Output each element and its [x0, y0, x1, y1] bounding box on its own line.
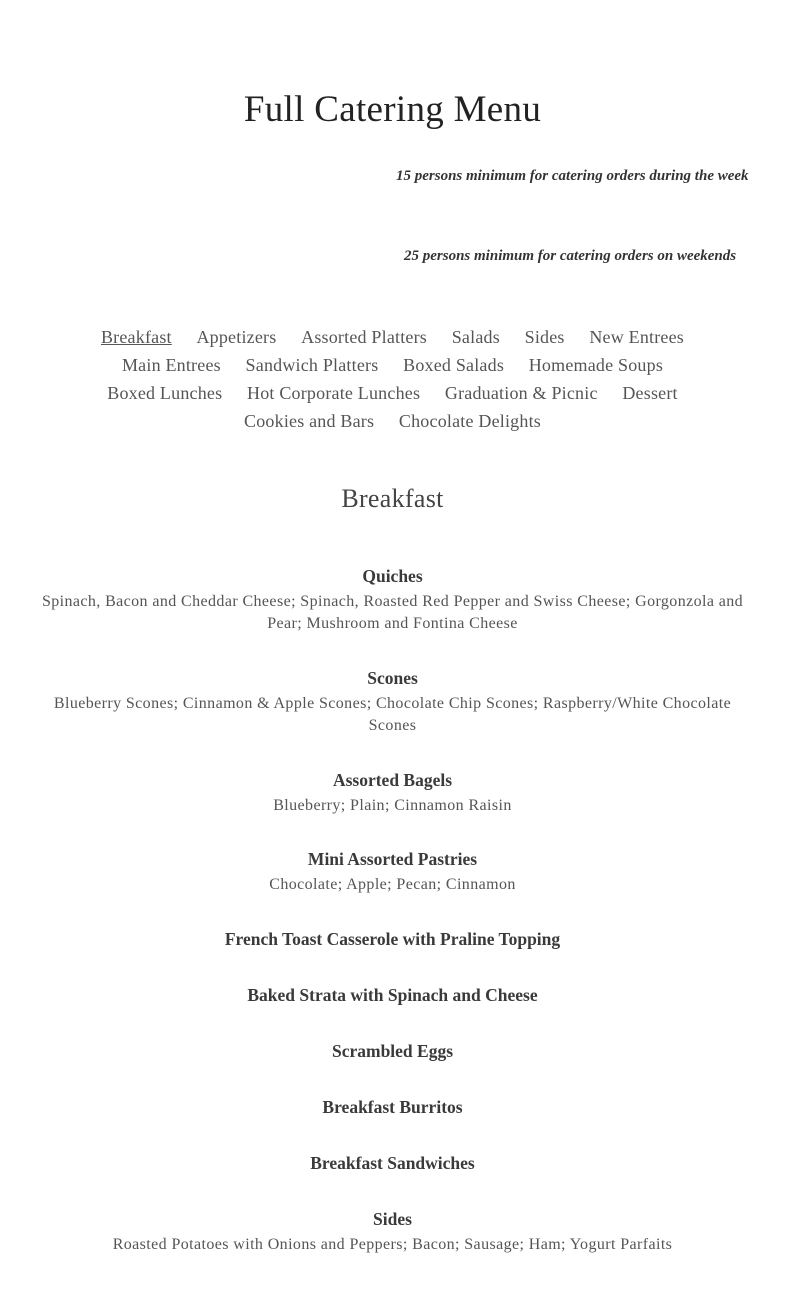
menu-item-breakfast-burritos: [40, 1094, 745, 1120]
nav-link-boxed-lunches[interactable]: Boxed Lunches: [107, 383, 223, 403]
menu-item-name: French Toast Casserole with Praline Topping: [224, 929, 561, 949]
menu-item-description: Blueberry; Plain; Cinnamon Raisin: [273, 797, 512, 814]
weekend-minimum-text: 25 persons minimum for catering orders on weekends: [404, 248, 737, 264]
menu-item-name: Scrambled Eggs: [331, 1041, 454, 1061]
menu-item-assorted-bagels: [40, 767, 745, 817]
nav-link-chocolate-delights[interactable]: Chocolate Delights: [398, 411, 541, 431]
nav-link-sandwich-platters[interactable]: Sandwich Platters: [245, 355, 379, 375]
menu-item-scones: [40, 665, 745, 737]
nav-link-appetizers[interactable]: Appetizers: [196, 327, 277, 347]
menu-item-name: Sides: [373, 1209, 412, 1229]
nav-link-cookies-and-bars[interactable]: Cookies and Bars: [244, 411, 375, 431]
menu-item-name: Quiches: [362, 566, 423, 586]
nav-link-new-entrees[interactable]: New Entrees: [589, 327, 685, 347]
nav-link-assorted-platters[interactable]: Assorted Platters: [301, 327, 428, 347]
nav-link-dessert[interactable]: Dessert: [622, 383, 678, 403]
menu-item-baked-strata: [40, 982, 745, 1008]
menu-item-description: Blueberry Scones; Cinnamon & Apple Scones; Chocolate Chip Scones; Raspberry/White Chocolate Scones: [53, 695, 732, 734]
nav-link-breakfast[interactable]: Breakfast: [100, 327, 172, 347]
breakfast-menu-list: [40, 563, 745, 1256]
section-title: Breakfast: [341, 484, 444, 513]
nav-link-sides[interactable]: Sides: [524, 327, 565, 347]
menu-item-description: Chocolate; Apple; Pecan; Cinnamon: [269, 876, 516, 893]
menu-item-breakfast-sandwiches: [40, 1150, 745, 1176]
menu-item-sides: [40, 1206, 745, 1256]
menu-item-description: Roasted Potatoes with Onions and Peppers; Bacon; Sausage; Ham; Yogurt Parfaits: [112, 1236, 673, 1253]
menu-item-french-toast-casserole: [40, 926, 745, 952]
menu-item-mini-assorted-pastries: [40, 846, 745, 896]
nav-link-graduation-picnic[interactable]: Graduation & Picnic: [444, 383, 598, 403]
menu-item-name: Breakfast Sandwiches: [310, 1153, 475, 1173]
nav-link-hot-corporate-lunches[interactable]: Hot Corporate Lunches: [247, 383, 421, 403]
weekday-minimum-notice: [24, 162, 769, 190]
menu-item-name: Scones: [367, 668, 418, 688]
nav-link-main-entrees[interactable]: Main Entrees: [121, 355, 221, 375]
page-title: Full Catering Menu: [243, 89, 542, 130]
weekday-minimum-text: 15 persons minimum for catering orders during the week: [396, 168, 749, 184]
menu-item-scrambled-eggs: [40, 1038, 745, 1064]
category-nav: [60, 323, 725, 435]
nav-link-homemade-soups[interactable]: Homemade Soups: [528, 355, 664, 375]
menu-item-name: Baked Strata with Spinach and Cheese: [247, 985, 538, 1005]
menu-item-name: Breakfast Burritos: [322, 1097, 463, 1117]
menu-item-name: Assorted Bagels: [332, 770, 453, 790]
menu-item-name: Mini Assorted Pastries: [307, 849, 478, 869]
menu-item-description: Spinach, Bacon and Cheddar Cheese; Spinach, Roasted Red Pepper and Swiss Cheese; Gorgonzola and Pear; Mushroom and Fontina Cheese: [41, 593, 744, 632]
nav-link-boxed-salads[interactable]: Boxed Salads: [403, 355, 505, 375]
menu-item-quiches: [40, 563, 745, 635]
weekend-minimum-notice: [24, 242, 769, 270]
nav-link-salads[interactable]: Salads: [451, 327, 500, 347]
